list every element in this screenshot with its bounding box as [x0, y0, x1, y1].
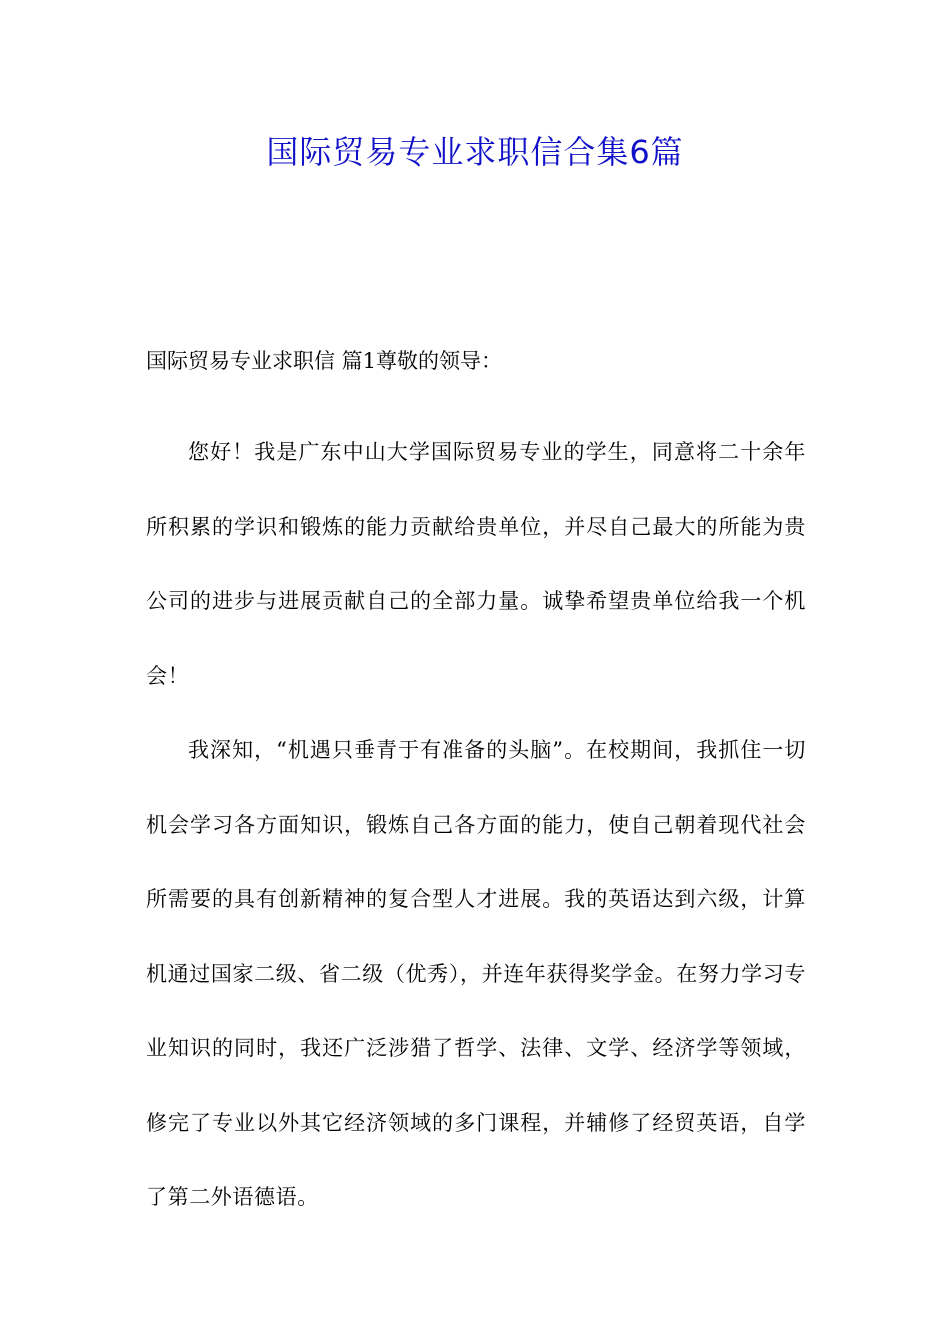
- paragraph-education: 我深知，“机遇只垂青于有准备的头脑”。在校期间，我抓住一切机会学习各方面知识，锻炼自己各方面的能力，使自己朝着现代社会所需要的具有创新精神的复合型人才进展。我的英语达到六级，计算机通过国家二级、省二级（优秀），并连年获得奖学金。在努力学习专业知识的同时，我还广泛涉猎了哲学、法律、文学、经济学等领域，修完了专业以外其它经济领域的多门课程，并辅修了经贸英语，自学了第二外语德语。: [146, 738, 806, 1209]
- letter-body: [146, 415, 806, 1235]
- document-title: 国际贸易专业求职信合集6篇: [266, 133, 684, 171]
- paragraph-greeting: 您好！我是广东中山大学国际贸易专业的学生，同意将二十余年所积累的学识和锻炼的能力贡献给贵单位，并尽自己最大的所能为贵公司的进步与进展贡献自己的全部力量。诚挚希望贵单位给我一个机会！: [146, 440, 806, 688]
- letter-heading: 国际贸易专业求职信 篇1尊敬的领导：: [146, 349, 503, 373]
